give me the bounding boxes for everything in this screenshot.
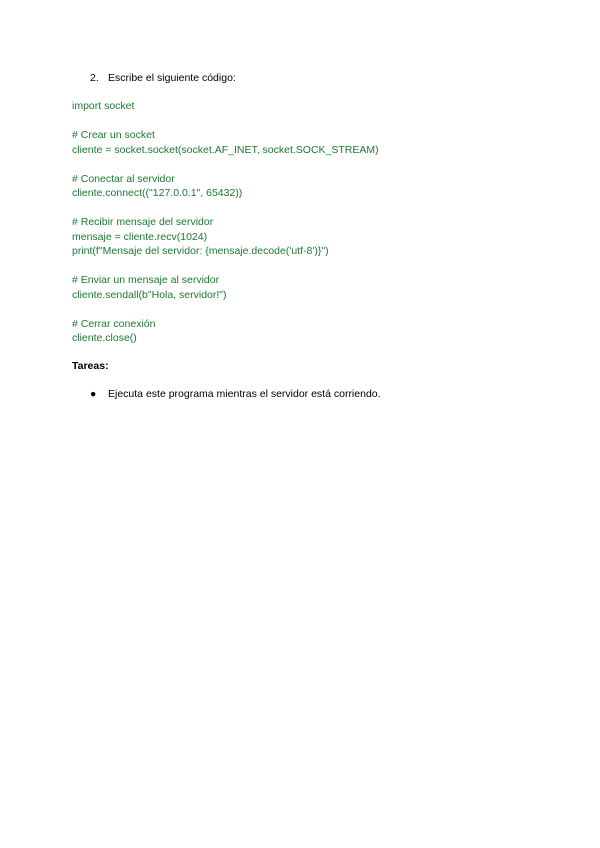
code-blank-line [72, 259, 379, 274]
bullet-icon: ● [90, 388, 97, 400]
code-comment: # Conectar al servidor [72, 172, 175, 185]
code-comment: # Recibir mensaje del servidor [72, 216, 214, 228]
code-block [72, 99, 379, 346]
code-blank-line [72, 302, 379, 317]
code-blank-line [72, 157, 379, 172]
code-blank-line [72, 114, 379, 129]
code-comment: # Crear un socket [72, 129, 155, 141]
code-line: cliente.close() [72, 332, 137, 344]
code-comment: # Enviar un mensaje al servidor [72, 274, 220, 286]
code-comment: # Cerrar conexión [72, 317, 156, 330]
code-line: cliente = socket.socket(socket.AF_INET, socket.SOCK_STREAM) [72, 143, 379, 156]
task-text: Ejecuta este programa mientras el servidor está corriendo. [108, 388, 381, 400]
numbered-step [90, 72, 236, 85]
code-line: print(f"Mensaje del servidor: {mensaje.decode('utf-8')}") [72, 245, 329, 257]
step-number: 2. [90, 72, 99, 84]
code-line: cliente.connect(("127.0.0.1", 65432)) [72, 187, 243, 199]
step-text: Escribe el siguiente código: [108, 72, 236, 84]
code-line: mensaje = cliente.recv(1024) [72, 230, 208, 243]
code-line: import socket [72, 100, 135, 112]
task-list-item [90, 388, 381, 401]
code-blank-line [72, 201, 379, 216]
tasks-heading: Tareas: [72, 360, 109, 372]
code-line: cliente.sendall(b"Hola, servidor!") [72, 288, 227, 301]
